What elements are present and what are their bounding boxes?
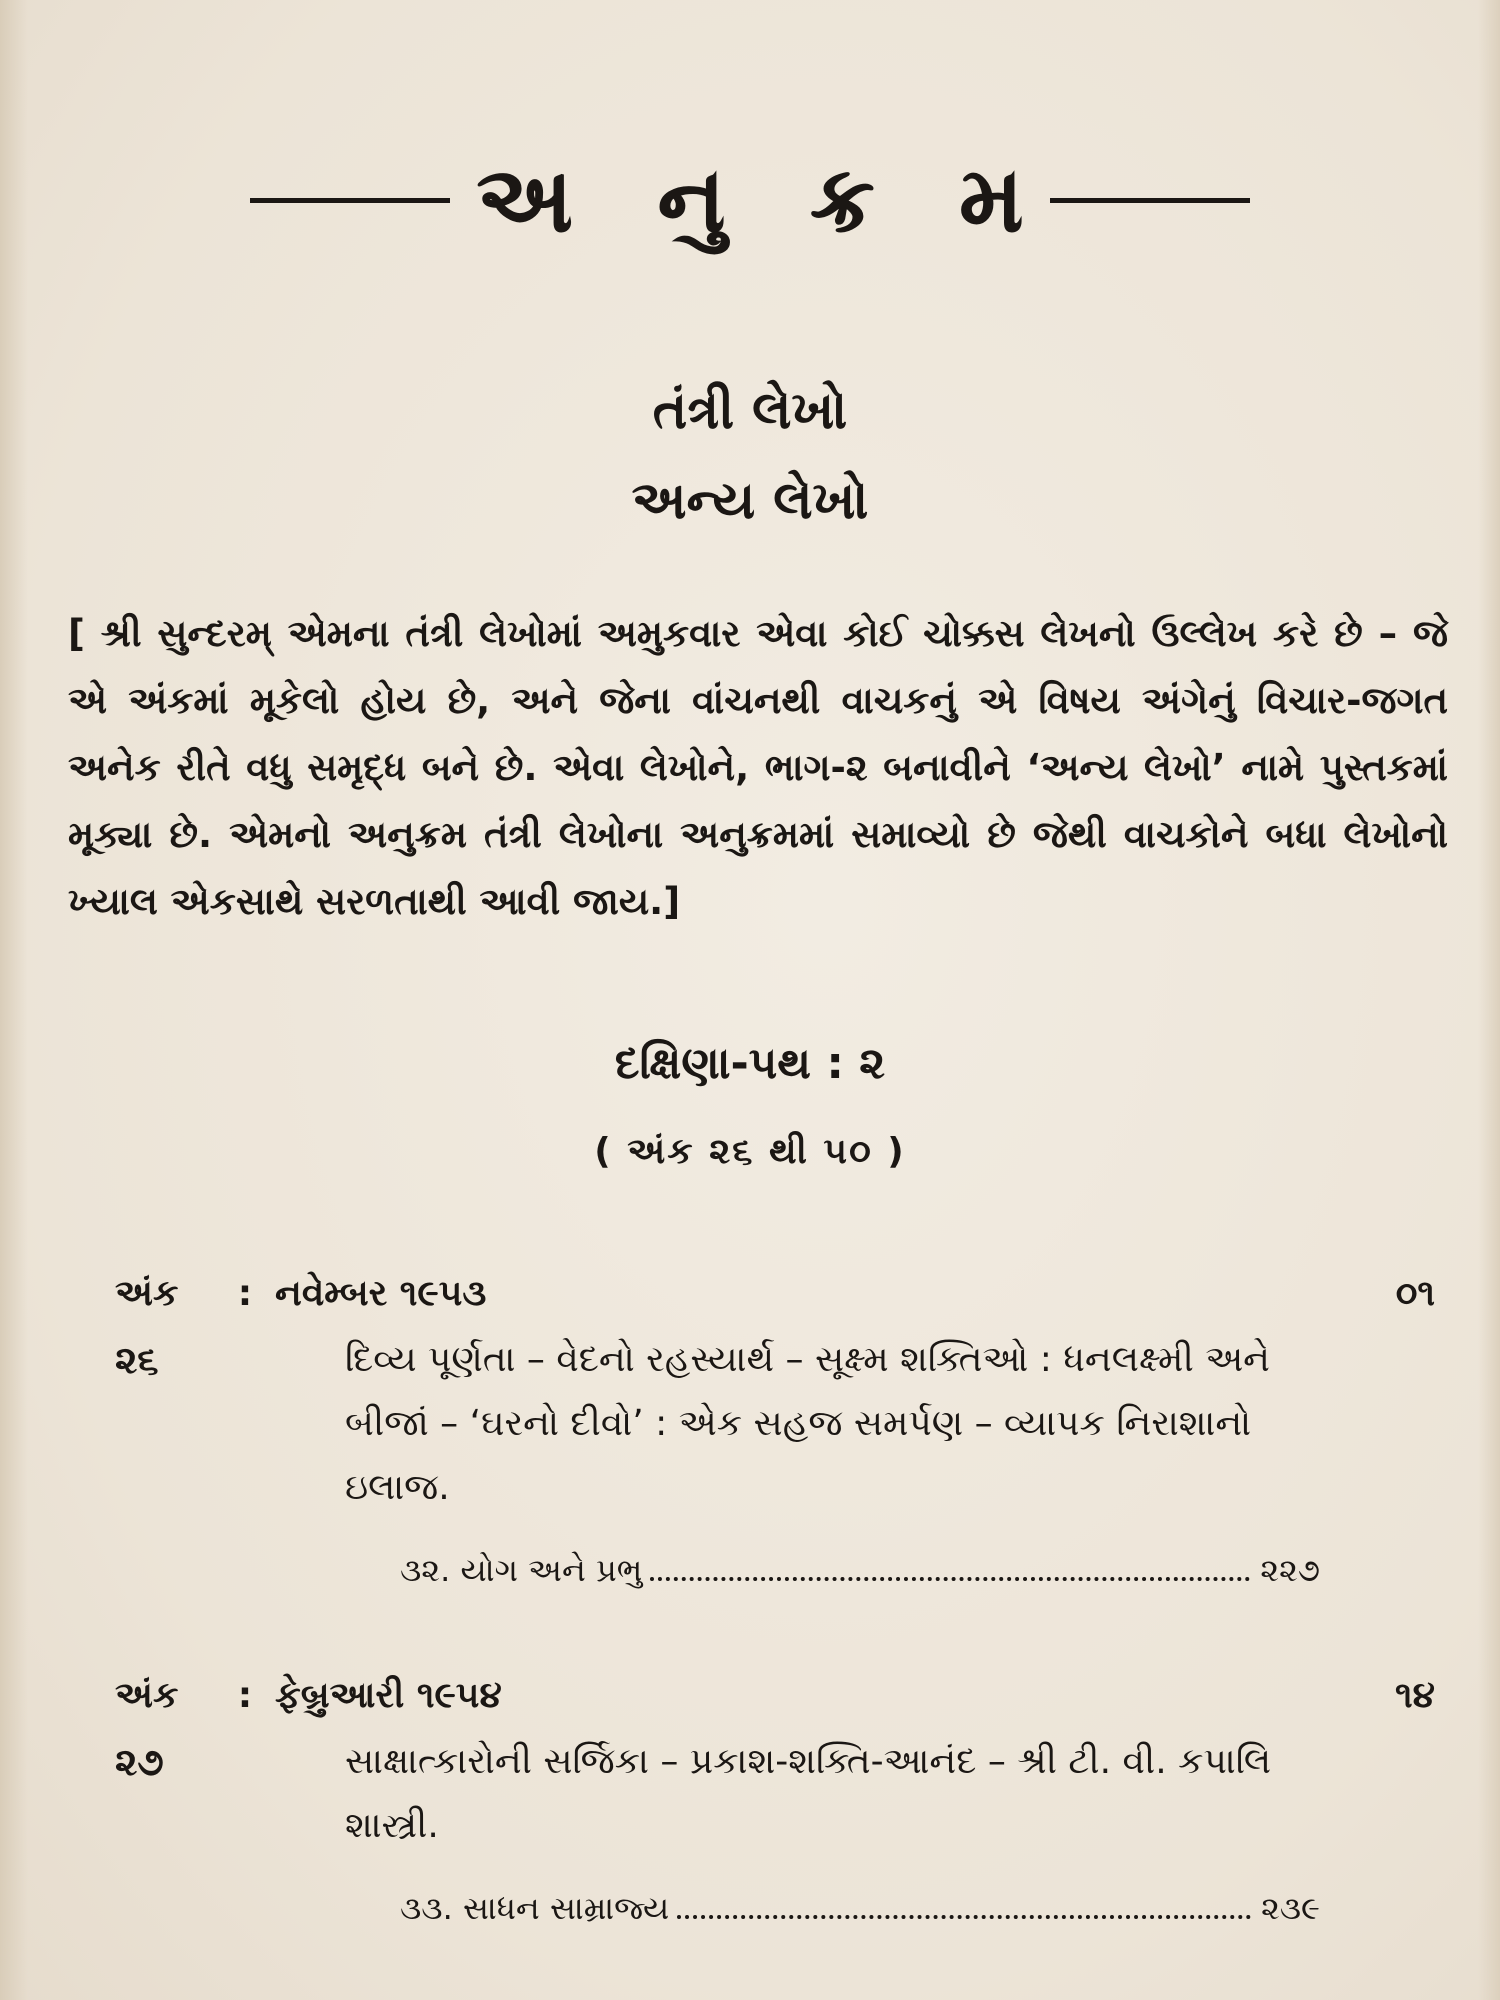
issue-page-number: ૦૧ bbox=[1395, 1273, 1435, 1314]
title-row bbox=[250, 140, 1250, 260]
issue-page-number: ૧૪ bbox=[1395, 1675, 1435, 1716]
issue-colon: : bbox=[237, 1675, 253, 1716]
issue-header bbox=[115, 1666, 1435, 1726]
issue-body bbox=[115, 1328, 1435, 1520]
toc-entry[interactable] bbox=[400, 1546, 1320, 1594]
issue-description: દિવ્ય પૂર્ણતા – વેદનો રહસ્યાર્થ – સૂક્ષ્મ શક્તિઓ : ધનલક્ષ્મી અને બીજાં – ‘ઘરનો દીવો’ : એક સહજ સમર્પણ – વ્યાપક નિરાશાનો ઇલાજ. bbox=[345, 1339, 1271, 1508]
issue-date: નવેમ્બર ૧૯૫૩ bbox=[275, 1273, 487, 1314]
issue-description: સાક્ષાત્કારોની સર્જિકા – પ્રકાશ-શક્તિ-આનંદ – શ્રી ટી. વી. કપાલિ શાસ્ત્રી. bbox=[345, 1741, 1272, 1846]
toc-entry-title: ૩૩. સાધન સામ્રાજ્ય bbox=[400, 1889, 670, 1927]
toc-entry-title: ૩૨. યોગ અને પ્રભુ bbox=[400, 1551, 643, 1589]
toc-entry[interactable] bbox=[400, 1884, 1320, 1932]
toc-entry-page: ૨૨૭ bbox=[1260, 1551, 1320, 1589]
section-range: ( અંક ૨૬ થી ૫૦ ) bbox=[594, 1131, 906, 1172]
page-edge-shadow-right bbox=[1478, 0, 1500, 2000]
toc-entry-page: ૨૩૯ bbox=[1260, 1889, 1320, 1927]
issue-number: ૨૭ bbox=[115, 1740, 164, 1784]
intro-paragraph: [ શ્રી સુન્દરમ્ એમના તંત્રી લેખોમાં અમુકવાર એવા કોઈ ચોક્કસ લેખનો ઉલ્લેખ કરે છે – જે એ અંકમાં મૂકેલો હોય છે, અને જેના વાંચનથી વાચકનું એ વિષય અંગેનું વિચાર-જગત અનેક રીતે વધુ સમૃદ્ધ બને છે. એવા લેખોને, ભાગ-૨ બનાવીને ‘અન્ય લેખો’ નામે પુસ્તકમાં મૂક્યા છે. એમનો અનુક્રમ તંત્રી લેખોના અનુક્રમમાં સમાવ્યો છે જેથી વાચકોને બધા લેખોનો ખ્યાલ એકસાથે સરળતાથી આવી જાય.] bbox=[68, 612, 1448, 923]
issue-body bbox=[115, 1730, 1435, 1858]
dot-leader bbox=[677, 1914, 1251, 1919]
heading-other-articles: અન્ય લેખો bbox=[631, 471, 869, 531]
dot-leader bbox=[650, 1576, 1250, 1581]
section-title: દક્ષિણા-પથ : ૨ bbox=[614, 1038, 886, 1089]
issue-block bbox=[115, 1666, 1435, 1932]
title-rule-left bbox=[250, 198, 450, 203]
title-rule-right bbox=[1050, 198, 1250, 203]
issue-label: અંક bbox=[115, 1273, 179, 1314]
issue-colon: : bbox=[237, 1273, 253, 1314]
issue-date: ફેબ્રુઆરી ૧૯૫૪ bbox=[275, 1675, 502, 1716]
heading-editorials: તંત્રી લેખો bbox=[652, 381, 848, 441]
issue-block bbox=[115, 1264, 1435, 1594]
issue-header bbox=[115, 1264, 1435, 1324]
page-title: અ નુ ક્ર મ bbox=[476, 146, 1050, 253]
issue-number: ૨૬ bbox=[115, 1338, 159, 1382]
issue-label: અંક bbox=[115, 1675, 179, 1716]
page-edge-shadow-left bbox=[0, 0, 28, 2000]
